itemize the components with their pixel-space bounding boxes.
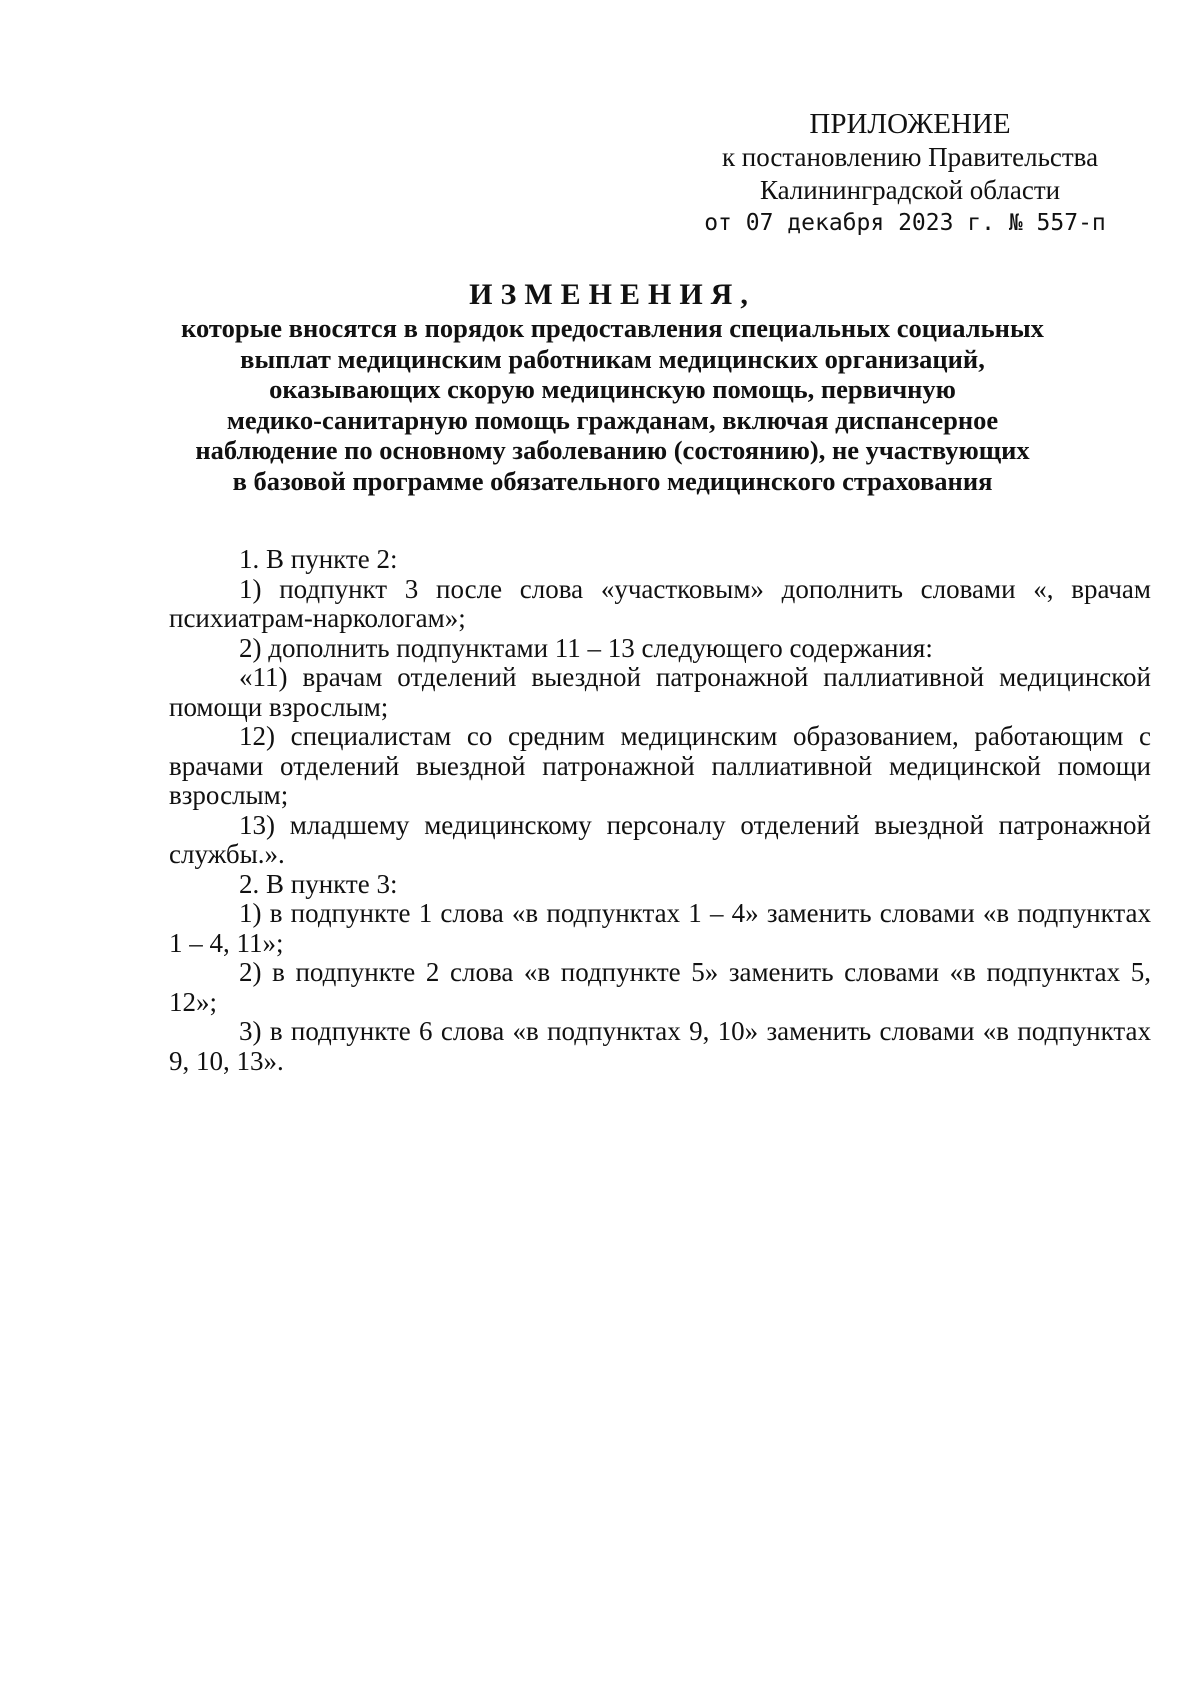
heading-line: в базовой программе обязательного медицинского страхования: [232, 465, 993, 496]
heading-line: оказывающих скорую медицинскую помощь, первичную: [269, 374, 956, 404]
heading-title: ИЗМЕНЕНИЯ,: [469, 278, 756, 311]
paragraph-subpoint: 13) младшему медицинскому персоналу отделений выездной патронажной службы.».: [169, 809, 1151, 869]
heading-line: наблюдение по основному заболеванию (состоянию), не участвующих: [195, 435, 1030, 465]
appendix-reference-line: к постановлению Правительства: [721, 142, 1099, 172]
paragraph-point-2: 2. В пункте 3:: [239, 868, 398, 899]
paragraph-subpoint: 1) подпункт 3 после слова «участковым» дополнить словами «, врачам психиатрам-наркологам»;: [169, 573, 1151, 633]
paragraph-subpoint: 12) специалистам со средним медицинским образованием, работающим с врачами отделений выездной патронажной паллиативной медицинской помощи взрослым;: [169, 721, 1151, 810]
appendix-date-number: от 07 декабря 2023 г. № 557-п: [704, 210, 1106, 236]
paragraph-subpoint: 2) в подпункте 2 слова «в подпункте 5» заменить словами «в подпунктах 5, 12»;: [169, 957, 1151, 1017]
heading-line: которые вносятся в порядок предоставления специальных социальных: [181, 313, 1044, 343]
document-body: [169, 545, 1151, 1076]
paragraph-point-1: 1. В пункте 2:: [239, 544, 398, 574]
heading-line: медико-санитарную помощь гражданам, включая диспансерное: [226, 404, 999, 435]
appendix-header: [660, 108, 1160, 240]
paragraph-subpoint: 3) в подпункте 6 слова «в подпунктах 9, 10» заменить словами «в подпунктах 9, 10, 13».: [169, 1016, 1151, 1076]
document-heading: [150, 277, 1075, 496]
paragraph-subpoint: «11) врачам отделений выездной патронажной паллиативной медицинской помощи взрослым;: [169, 662, 1151, 722]
paragraph-subpoint: 2) дополнить подпунктами 11 – 13 следующего содержания:: [239, 632, 933, 663]
heading-line: выплат медицинским работникам медицинских организаций,: [240, 343, 985, 374]
paragraph-subpoint: 1) в подпункте 1 слова «в подпунктах 1 – 4» заменить словами «в подпунктах 1 – 4, 11»;: [169, 898, 1151, 958]
appendix-title: ПРИЛОЖЕНИЕ: [809, 108, 1011, 140]
appendix-region-line: Калининградской области: [759, 175, 1061, 205]
